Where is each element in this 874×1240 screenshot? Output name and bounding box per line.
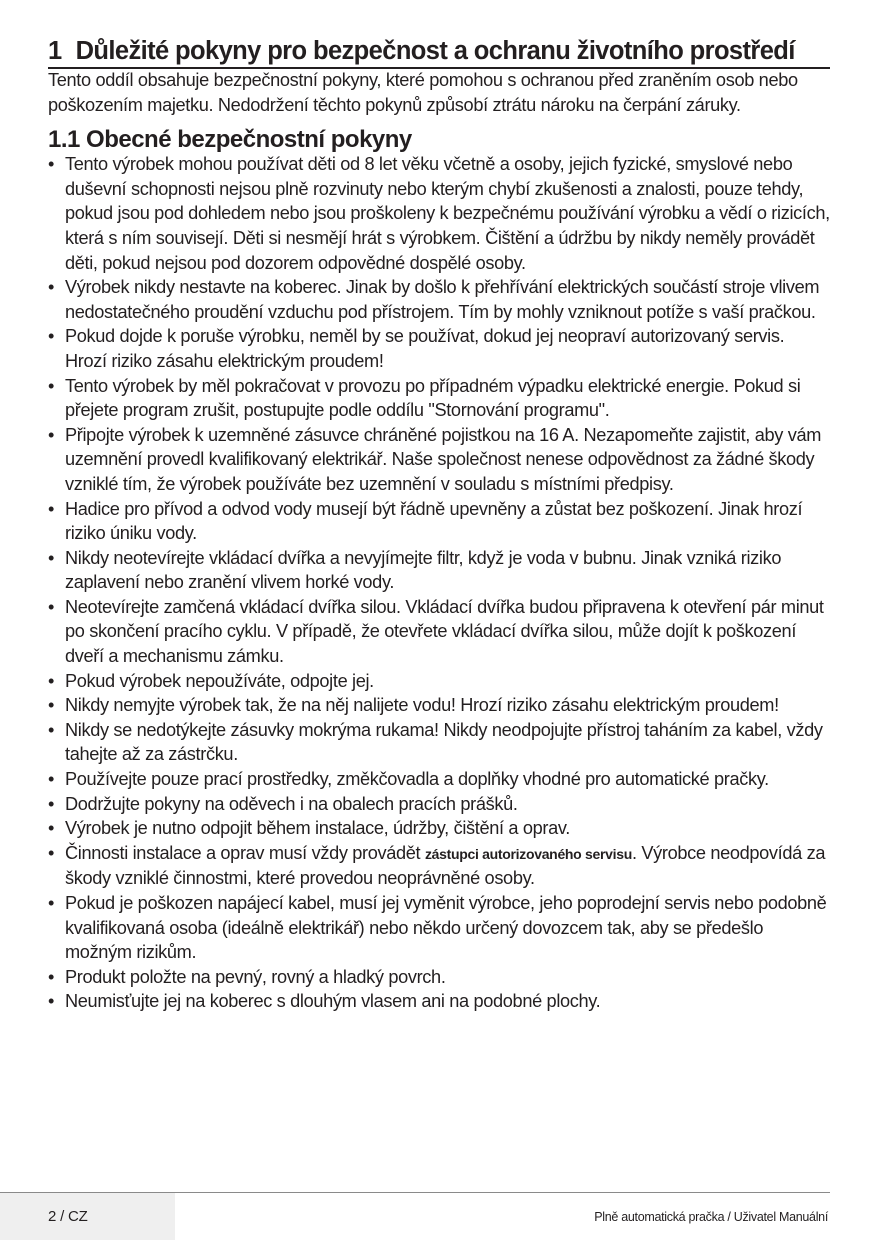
list-item: • Dodržujte pokyny na oděvech i na obalech pracích prášků. <box>48 792 830 817</box>
list-item: • Produkt položte na pevný, rovný a hladký povrch. <box>48 965 830 990</box>
list-item: • Tento výrobek mohou používat děti od 8 let věku včetně a osoby, jejich fyzické, smyslové nebo duševní schopnosti nejsou plně rozvinuty nebo kterým chybí zkušenosti a znalosti, pouze tehdy, pokud jsou pod dohledem nebo jsou proškoleny k bezpečnému používání výrobku a vědí o rizicích, která s ním souvisejí. Děti si nesmějí hrát s výrobkem. Čištění a údržbu by nikdy neměly provádět děti, pokud nejsou pod dozorem odpovědné dospělé osoby. <box>48 152 830 275</box>
chapter-heading <box>48 36 830 69</box>
list-item-service <box>48 841 830 891</box>
list-item: • Nikdy nemyjte výrobek tak, že na něj nalijete vodu! Hrozí riziko zásahu elektrickým proudem! <box>48 693 830 718</box>
service-text-before: Činnosti instalace a oprav musí vždy provádět <box>65 842 425 863</box>
safety-list <box>48 152 830 1014</box>
footer-divider <box>0 1192 830 1193</box>
list-item: • Používejte pouze prací prostředky, změkčovadla a doplňky vhodné pro automatické pračky. <box>48 767 830 792</box>
section-heading: 1.1 Obecné bezpečnostní pokyny <box>48 126 412 154</box>
list-item: • Hadice pro přívod a odvod vody musejí být řádně upevněny a zůstat bez poškození. Jinak hrozí riziko úniku vody. <box>48 497 830 546</box>
authorized-service-emphasis: zástupci autorizovaného servisu <box>424 845 632 862</box>
list-item: • Nikdy neotevírejte vkládací dvířka a nevyjímejte filtr, když je voda v bubnu. Jinak vzniká riziko zaplavení nebo zranění vlivem horké vody. <box>48 546 830 595</box>
list-item: • Neumisťujte jej na koberec s dlouhým vlasem ani na podobné plochy. <box>48 989 830 1014</box>
list-item: • Připojte výrobek k uzemněné zásuvce chráněné pojistkou na 16 A. Nezapomeňte zajistit, aby vám uzemnění provedl kvalifikovaný elektrikář. Naše společnost nenese odpovědnost za žádné škody vzniklé tím, že výrobek používáte bez uzemnění v souladu s místními předpisy. <box>48 423 830 497</box>
list-item: • Neotevírejte zamčená vkládací dvířka silou. Vkládací dvířka budou připravena k otevření pár minut po skončení pracího cyklu. V případě, že otevřete vkládací dvířka silou, může dojít k poškození dveří a mechanismu zámku. <box>48 595 830 669</box>
manual-title: Plně automatická pračka / Uživatel Manuální <box>594 1210 828 1224</box>
list-item: • Nikdy se nedotýkejte zásuvky mokrýma rukama! Nikdy neodpojujte přístroj taháním za kabel, vždy tahejte až za zástrčku. <box>48 718 830 767</box>
list-item: • Pokud výrobek nepoužíváte, odpojte jej. <box>48 669 830 694</box>
chapter-number: 1 <box>48 37 62 65</box>
list-item: • Pokud dojde k poruše výrobku, neměl by se používat, dokud jej neopraví autorizovaný servis. Hrozí riziko zásahu elektrickým proudem! <box>48 324 830 373</box>
list-item: • Pokud je poškozen napájecí kabel, musí jej vyměnit výrobce, jeho poprodejní servis nebo podobně kvalifikovaná osoba (ideálně elektrikář) nebo někdo určený dovozcem tak, aby se předešlo možným rizikům. <box>48 891 830 965</box>
list-item: • Výrobek nikdy nestavte na koberec. Jinak by došlo k přehřívání elektrických součástí stroje vlivem nedostatečného proudění vzduchu pod přístrojem. Tím by mohly vzniknout potíže s vaší pračkou. <box>48 275 830 324</box>
page-number: 2 / CZ <box>48 1208 88 1225</box>
list-item: • Výrobek je nutno odpojit během instalace, údržby, čištění a oprav. <box>48 816 830 841</box>
intro-paragraph: Tento oddíl obsahuje bezpečnostní pokyny, které pomohou s ochranou před zraněním osob nebo poškozením majetku. Nedodržení těchto pokynů způsobí ztrátu nároku na čerpání záruky. <box>48 70 798 115</box>
page-content <box>48 36 830 1014</box>
chapter-title: Důležité pokyny pro bezpečnost a ochranu životního prostředí <box>75 37 795 65</box>
service-text-after: . Výrobce neodpovídá za škody vzniklé činnostmi, které provedou neoprávněné osoby. <box>65 842 826 889</box>
list-item: • Tento výrobek by měl pokračovat v provozu po případném výpadku elektrické energie. Pokud si přejete program zrušit, postupujte podle oddílu "Stornování programu". <box>48 374 830 423</box>
